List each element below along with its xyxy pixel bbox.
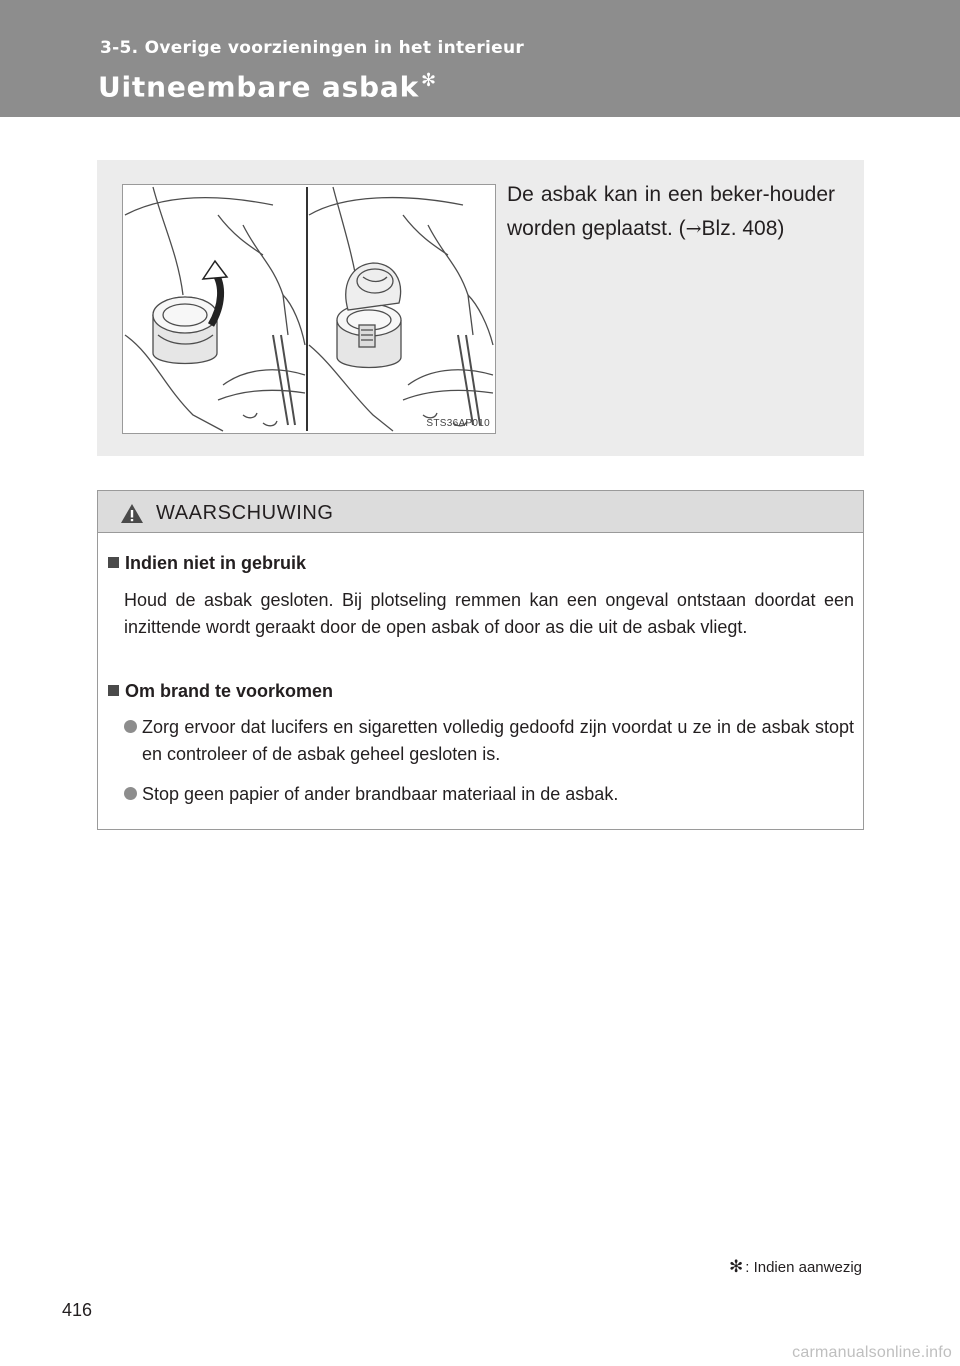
optional-equipment-marker: ✻	[729, 1257, 744, 1276]
intro-text	[507, 178, 835, 246]
warning-paragraph: Houd de asbak gesloten. Bij plotseling remmen kan een ongeval ontstaan doordat een inzittende wordt geraakt door de open asbak of door as die uit de asbak vliegt.	[124, 590, 854, 637]
page-title-text: Uitneembare asbak	[98, 70, 420, 104]
square-bullet-icon	[108, 685, 119, 696]
round-bullet-icon	[124, 787, 137, 800]
warning-section-heading	[108, 681, 333, 702]
watermark: carmanualsonline.info	[792, 1344, 952, 1361]
warning-bullet	[124, 781, 854, 808]
warning-triangle-icon	[120, 503, 144, 524]
warning-bullet-text: Stop geen papier of ander brandbaar materiaal in de asbak.	[142, 784, 619, 804]
warning-bullet	[124, 714, 854, 768]
ashtray-drawing	[123, 185, 495, 433]
warning-title: WAARSCHUWING	[156, 502, 334, 524]
warning-section-heading-text: Indien niet in gebruik	[125, 553, 307, 573]
page-number: 416	[62, 1300, 93, 1320]
square-bullet-icon	[108, 557, 119, 568]
chapter-header	[0, 0, 960, 117]
figure-code: STS36AP010	[426, 418, 490, 429]
page-cross-reference: Blz. 408)	[701, 217, 785, 240]
page-title	[98, 70, 437, 103]
warning-section-heading-text: Om brand te voorkomen	[125, 681, 334, 701]
footnote-text: : Indien aanwezig	[745, 1259, 862, 1276]
warning-box	[97, 490, 864, 830]
round-bullet-icon	[124, 720, 137, 733]
optional-equipment-marker: ✻	[421, 70, 437, 91]
ashtray-illustration	[122, 184, 496, 434]
intro-box	[97, 160, 864, 456]
warning-header	[98, 491, 863, 533]
intro-text-main: De asbak kan in een beker-houder worden geplaatst. (	[507, 183, 835, 240]
warning-bullet-text: Zorg ervoor dat lucifers en sigaretten volledig gedoofd zijn voordat u ze in de asbak stopt en controleer of de asbak geheel gesloten is.	[142, 717, 854, 764]
cross-reference-arrow-icon: →	[685, 218, 702, 240]
warning-section-heading	[108, 553, 306, 574]
footnote	[729, 1257, 862, 1277]
section-label: 3-5. Overige voorzieningen in het interieur	[100, 38, 525, 58]
